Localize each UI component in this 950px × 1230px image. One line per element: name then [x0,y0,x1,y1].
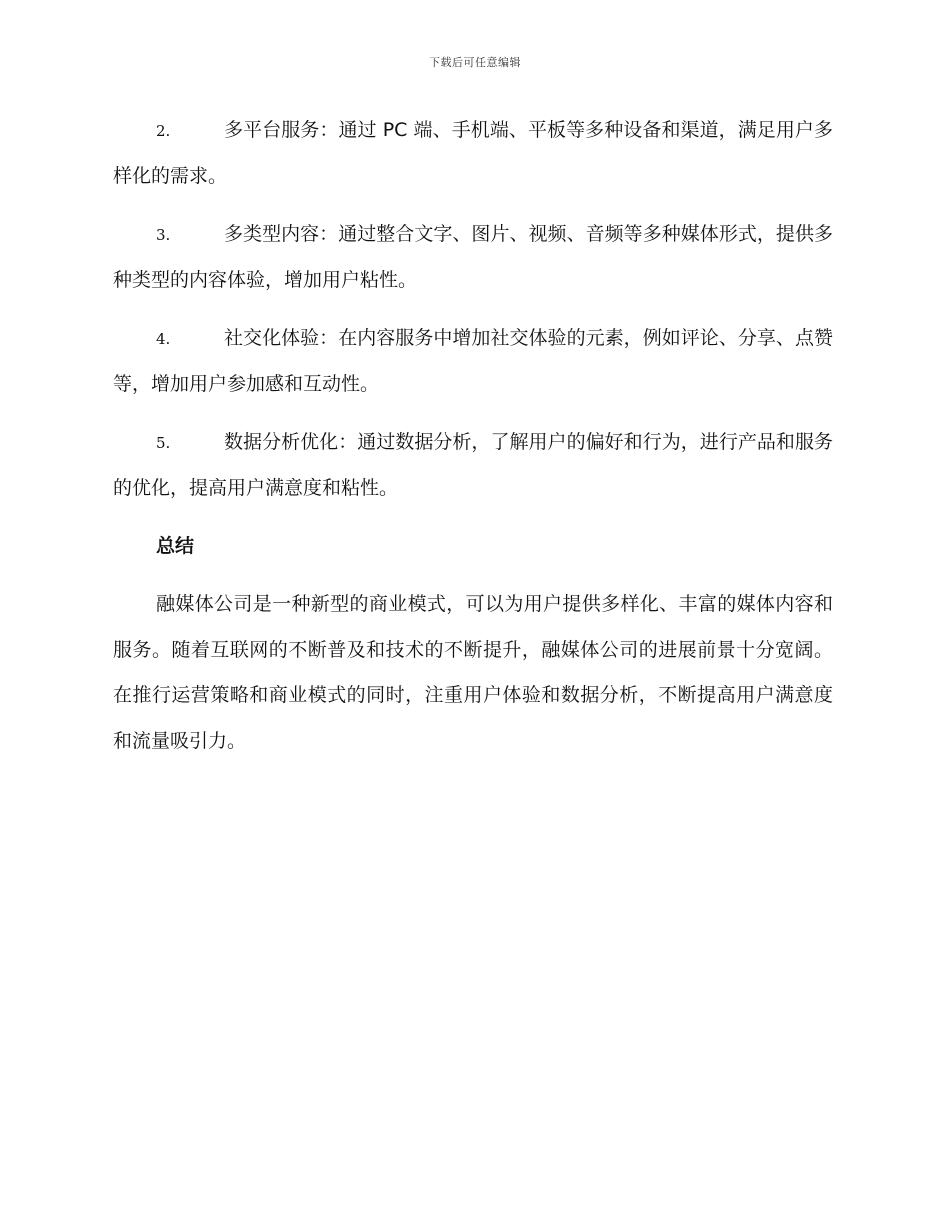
list-item [113,316,833,407]
list-item-number: 2. [156,122,171,140]
page-header: 下载后可任意编辑 [429,56,521,69]
list-item [113,212,833,303]
list-item-number: 5. [156,434,171,452]
list-item-text: 多平台服务：通过 PC 端、手机端、平板等多种设备和渠道，满足用户多样化的需求。 [113,119,833,187]
list-item-number: 4. [156,330,171,348]
summary-heading: 总结 [156,535,195,557]
list-item-number: 3. [156,226,171,244]
list-item-text: 多类型内容：通过整合文字、图片、视频、音频等多种媒体形式，提供多种类型的内容体验，增加用户粘性。 [113,223,833,291]
document-body [113,108,833,764]
list-item [113,420,833,511]
summary-paragraph: 融媒体公司是一种新型的商业模式，可以为用户提供多样化、丰富的媒体内容和服务。随着互联网的不断普及和技术的不断提升，融媒体公司的进展前景十分宽阔。在推行运营策略和商业模式的同时，注重用户体验和数据分析，不断提高用户满意度和流量吸引力。 [113,593,833,752]
list-item-text: 社交化体验：在内容服务中增加社交体验的元素，例如评论、分享、点赞等，增加用户参加感和互动性。 [113,327,833,395]
list-item [113,108,833,199]
list-item-text: 数据分析优化：通过数据分析，了解用户的偏好和行为，进行产品和服务的优化，提高用户满意度和粘性。 [113,431,833,499]
